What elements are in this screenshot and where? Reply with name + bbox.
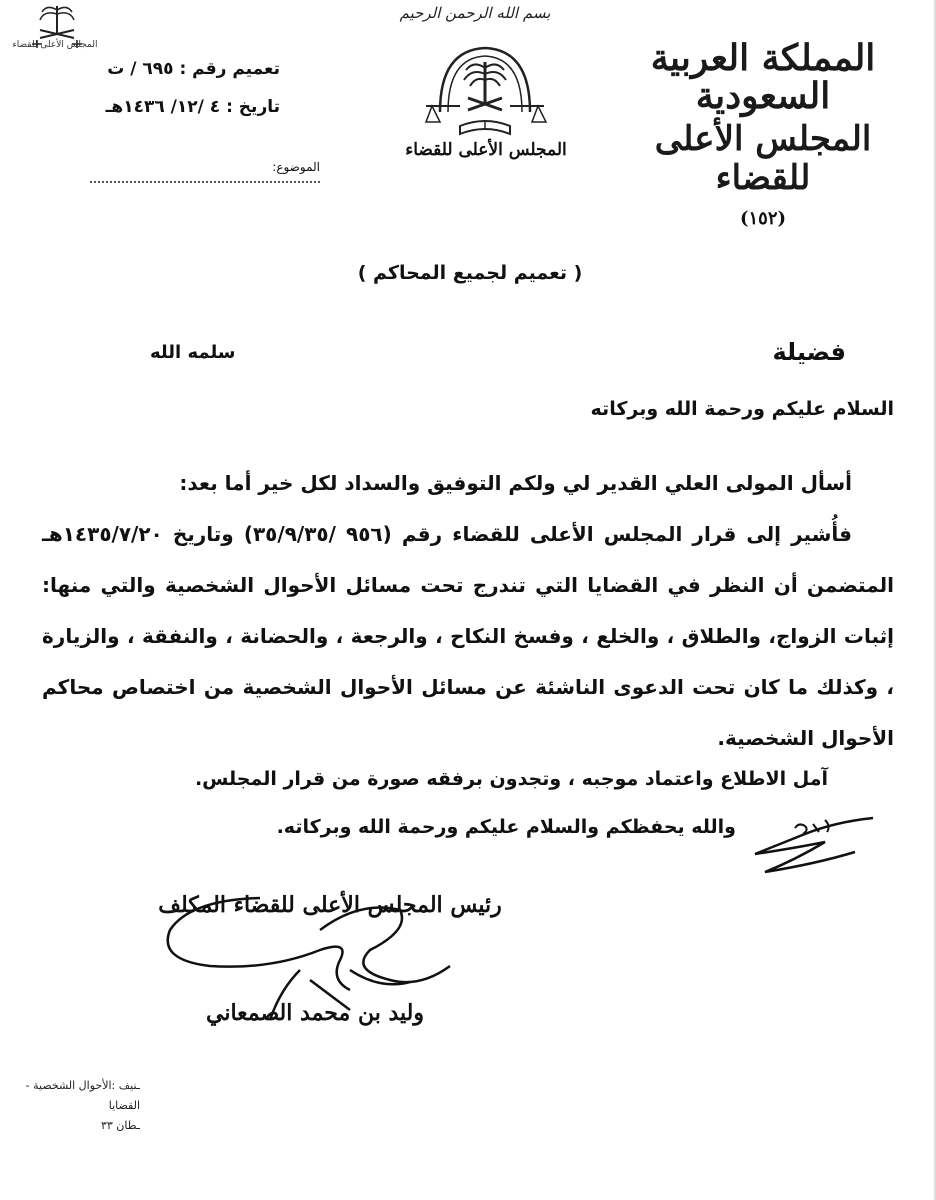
greeting: السلام عليكم ورحمة الله وبركاته	[590, 398, 894, 420]
addressee: فضيلة	[772, 338, 846, 366]
footer-line-1: ـنيف :الأحوال الشخصية - القضايا	[25, 1079, 140, 1112]
president-title: رئيس المجلس الأعلى للقضاء المكلف	[158, 892, 502, 918]
small-emblem-caption: المجلس الأعلى للقضاء	[12, 40, 98, 50]
president-name: وليد بن محمد الصمعاني	[205, 1000, 424, 1026]
department-number: (١٥٢)	[739, 207, 787, 229]
document-title: ( تعميم لجميع المحاكم )	[357, 262, 583, 284]
subject-label: الموضوع:	[272, 160, 320, 174]
basmala: بسم الله الرحمن الرحيم	[399, 4, 551, 22]
council-name: المجلس الأعلى للقضاء	[654, 118, 872, 198]
kingdom-name: المملكة العربية السعودية	[650, 37, 876, 117]
letterhead	[618, 37, 908, 229]
salutation-blessing: سلمه الله	[150, 342, 236, 363]
subject-row	[40, 160, 320, 188]
body-paragraph-main: فأُشير إلى قرار المجلس الأعلى للقضاء رقم (٩٥٦ /٣٥/٩/٣٥) وتاريخ ١٤٣٥/٧/٢٠هـ المتضمن أن النظر في القضايا التي تندرج تحت مسائل الأحوال الشخصية والتي منها: إثبات الزواج، والطلاق ، والخلع ، وفسخ النكاح ، والرجعة ، والحضانة ، والنفقة ، والزيارة ، وكذلك ما كان تحت الدعوى الناشئة عن مسائل الأحوال الشخصية من اختصاص محاكم الأحوال الشخصية.	[42, 522, 894, 750]
letter-body	[42, 458, 894, 764]
body-paragraph-opening: أسأل المولى العلي القدير لي ولكم التوفيق والسداد لكل خير أما بعد:	[179, 471, 852, 495]
emblem-caption: المجلس الأعلى للقضاء	[405, 140, 567, 160]
circular-fields	[30, 50, 280, 126]
circular-number: تعميم رقم : ٦٩٥ / ت	[107, 59, 280, 79]
subject-dotted-line	[90, 181, 320, 183]
footer-classification	[0, 1076, 140, 1136]
closing-blessing: والله يحفظكم والسلام عليكم ورحمة الله وبركاته.	[276, 816, 736, 838]
footer-line-2: ـطان ٣٣	[100, 1119, 140, 1132]
circular-date: تاريخ : ٤ /١٢/ ١٤٣٦هـ	[105, 97, 280, 117]
closing-request: آمل الاطلاع واعتماد موجبه ، وتجدون برفقه صورة من قرار المجلس.	[194, 768, 828, 790]
initials-signature-icon	[735, 808, 885, 878]
